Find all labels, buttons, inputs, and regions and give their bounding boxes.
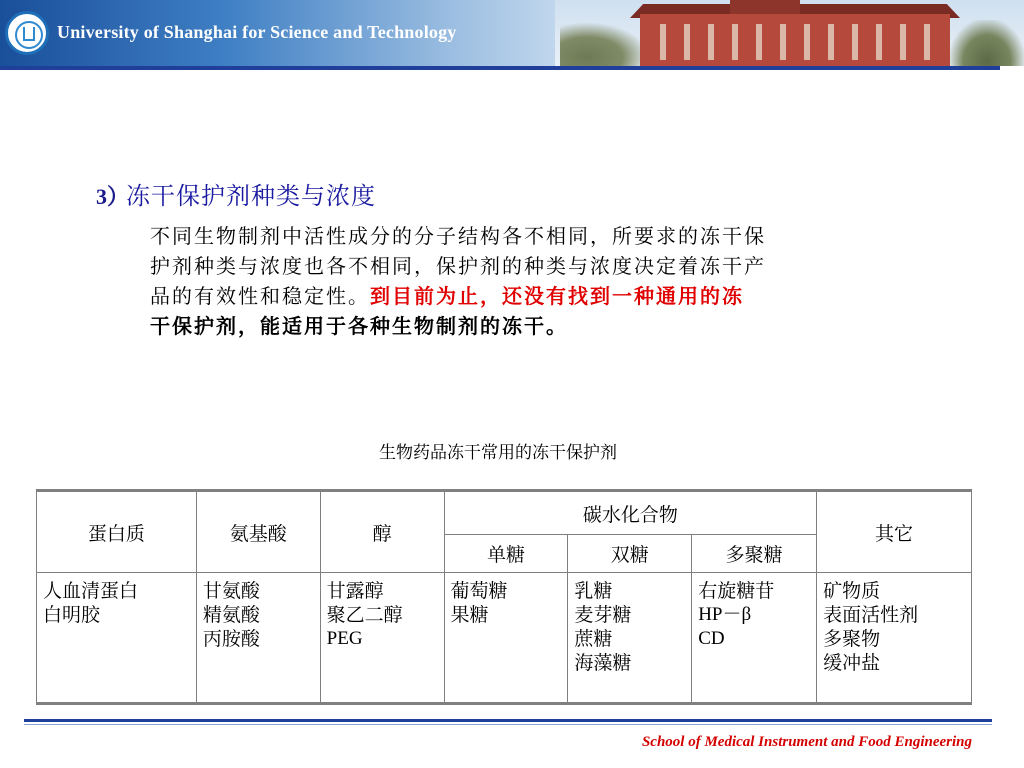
- table-header-row: [37, 491, 972, 535]
- cell-item: 蔗糖: [574, 628, 613, 650]
- header-amino-acid: 氨基酸: [196, 491, 320, 573]
- cell-protein: [37, 573, 197, 704]
- footer-divider-thin: [24, 724, 992, 725]
- cell-others: [817, 573, 972, 704]
- highlight-text: 干保护剂，能适用于各种生物制剂的冻干。: [150, 314, 568, 338]
- university-logo-icon: [5, 11, 49, 55]
- header-alcohol: 醇: [320, 491, 444, 573]
- cell-item: 丙胺酸: [202, 628, 260, 650]
- cell-item: 表面活性剂: [823, 604, 919, 626]
- cell-item: 多聚物: [823, 628, 881, 650]
- cell-item: 聚乙二醇: [326, 604, 403, 626]
- cell-item: 麦芽糖: [574, 604, 632, 626]
- header-others: 其它: [817, 491, 972, 573]
- cell-item: 精氨酸: [202, 604, 260, 626]
- paragraph-line: 不同生物制剂中活性成分的分子结构各不相同，所要求的冻干保: [150, 224, 766, 248]
- university-name: University of Shanghai for Science and Technology: [57, 22, 457, 42]
- cell-item: CD: [698, 628, 725, 649]
- protectant-table: [36, 489, 972, 705]
- cell-item: 果糖: [450, 604, 489, 626]
- header-polysaccharide: 多聚糖: [692, 535, 817, 573]
- header-monosaccharide: 单糖: [444, 535, 568, 573]
- campus-trees-left: [560, 22, 650, 66]
- cell-alcohol: [320, 573, 444, 704]
- cell-item: 白明胶: [43, 604, 101, 626]
- cell-disaccharide: [568, 573, 692, 704]
- header-protein: 蛋白质: [37, 491, 197, 573]
- cell-item: 右旋糖苷: [698, 580, 775, 602]
- header-divider: [0, 66, 1000, 70]
- cell-amino-acid: [196, 573, 320, 704]
- cell-item: 甘氨酸: [202, 580, 260, 602]
- cell-polysaccharide: [692, 573, 817, 704]
- paragraph-line: [150, 281, 950, 311]
- paragraph-text: 品的有效性和稳定性。: [150, 284, 370, 308]
- cell-item: PEG: [326, 628, 363, 649]
- cell-item: 葡萄糖: [450, 580, 508, 602]
- header-carbohydrate: 碳水化合物: [444, 491, 817, 535]
- campus-building-windows: [650, 24, 940, 60]
- footer-divider: [24, 719, 992, 722]
- table-row: [37, 573, 972, 704]
- cell-monosaccharide: [444, 573, 568, 704]
- cell-item: 海藻糖: [574, 652, 632, 674]
- body-paragraph: [150, 221, 950, 341]
- cell-item: 甘露醇: [326, 580, 384, 602]
- header-banner: [0, 0, 1024, 66]
- section-title: 冻干保护剂种类与浓度: [126, 182, 376, 210]
- section-number: 3）: [96, 184, 130, 209]
- cell-item: 缓冲盐: [823, 652, 881, 674]
- paragraph-line: 护剂种类与浓度也各不相同，保护剂的种类与浓度决定着冻干产: [150, 254, 766, 278]
- campus-trees-right: [950, 20, 1024, 66]
- cell-item: 矿物质: [823, 580, 881, 602]
- cell-item: 乳糖: [574, 580, 613, 602]
- table-caption: 生物药品冻干常用的冻干保护剂: [379, 443, 617, 463]
- highlight-text: 到目前为止，还没有找到一种通用的冻: [370, 284, 744, 308]
- cell-item: HP－β: [698, 604, 752, 625]
- cell-item: 人血清蛋白: [43, 580, 139, 602]
- header-disaccharide: 双糖: [568, 535, 692, 573]
- footer-school-name: School of Medical Instrument and Food Engineering: [641, 734, 972, 750]
